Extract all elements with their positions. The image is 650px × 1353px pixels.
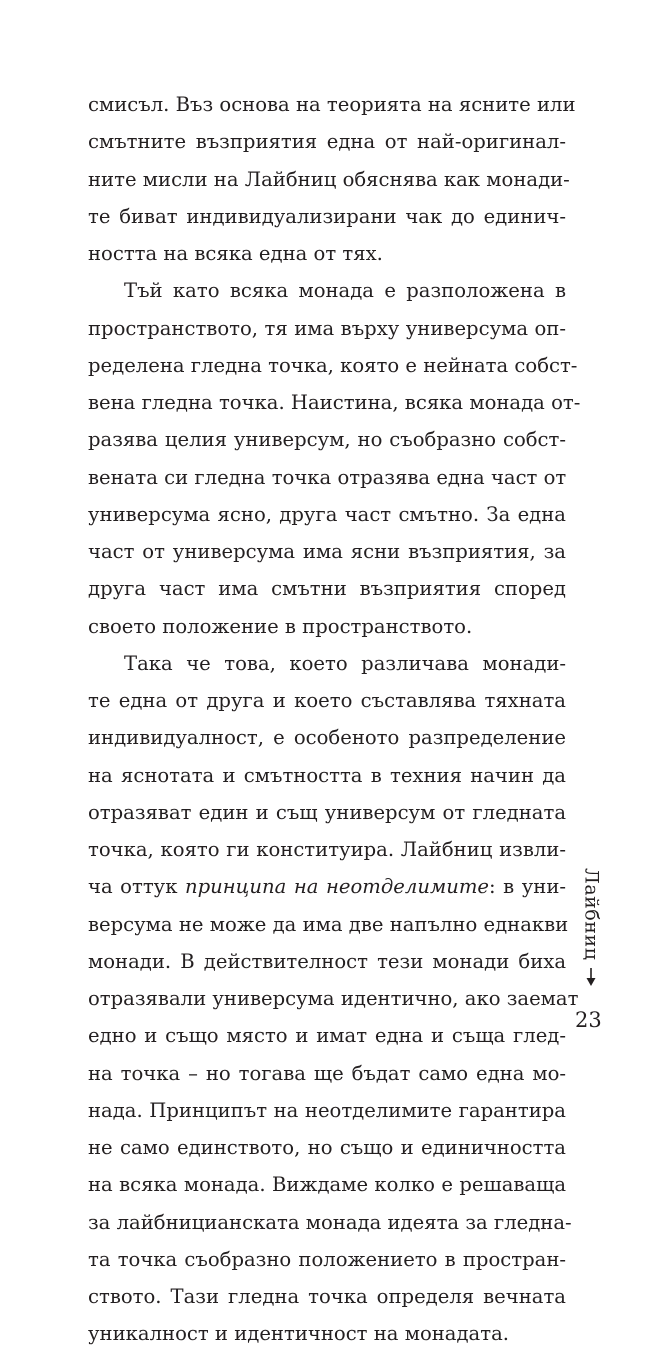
text-line: версума не може да има две напълно еднакви [88,912,569,936]
text-run: : в уни- [489,875,567,899]
text-line: пространството, тя има върху универсума оп- [88,316,566,340]
text-line: отразявали универсума идентично, ако заемат [88,987,579,1010]
text-line: точка, която ги конституира. Лайбниц извли- [88,838,566,861]
text-line: на всяка монада. Виждаме колко е решаваща [88,1173,566,1197]
text-line: за лайбницианската монада идеята за гледна- [88,1210,572,1234]
running-head-label: Лайбниц [580,868,603,961]
text-line: отразяват един и същ универсум от гледната [88,800,566,824]
text-line: Тъй като всяка монада е разположена в [124,279,566,303]
text-line: те биват индивидуализирани чак до единич- [88,204,566,228]
text-line: ните мисли на Лайбниц обяснява как монади- [88,167,570,191]
text-line: на яснотата и смътността в техния начин да [88,763,566,787]
text-line: индивидуалност, е особеното разпределение [88,726,566,750]
text-line: та точка съобразно положението в простран- [88,1247,566,1271]
text-line: смътните възприятия една от най-оригинал- [88,130,566,154]
text-line: своето положение в пространството. [88,614,473,638]
text-line: вена гледна точка. Наистина, всяка монада от- [88,391,581,414]
text-line: смисъл. Въз основа на теорията на ясните или [88,93,576,116]
text-line: ството. Тази гледна точка определя вечната [88,1285,566,1308]
body-text [88,86,581,1353]
text-line [88,868,566,905]
text-run: ча оттук [88,875,185,899]
text-line: Така че това, което различава монади- [124,651,566,675]
text-line: разява целия универсум, но съобразно собст- [88,428,566,452]
text-line: универсума ясно, друга част смътно. За една [88,502,566,526]
text-line: не само единството, но също и единичността [88,1136,566,1159]
text-line: монади. В действителност тези монади биха [88,949,566,973]
text-line: ността на всяка една от тях. [88,242,383,265]
arrow-down-icon [585,968,597,986]
text-line: едно и също място и имат една и съща глед- [88,1024,566,1048]
text-line: част от универсума има ясни възприятия, за [88,540,566,563]
text-line: нада. Принципът на неотделимите гарантира [88,1098,566,1122]
text-line: ределена гледна точка, която е нейната собст- [88,353,578,377]
running-head [578,868,604,994]
italic-term: принципа на неотделимите [185,875,489,899]
text-line: вената си гледна точка отразява една част от [88,465,567,489]
text-line: уникалност и идентичност на монадата. [88,1322,509,1346]
text-line: друга част има смътни възприятия според [88,577,566,601]
text-line: те една от друга и което съставлява тяхната [88,689,566,712]
page-number: 23 [575,1008,602,1032]
text-line: на точка – но тогава ще бъдат само една мо- [88,1061,566,1085]
